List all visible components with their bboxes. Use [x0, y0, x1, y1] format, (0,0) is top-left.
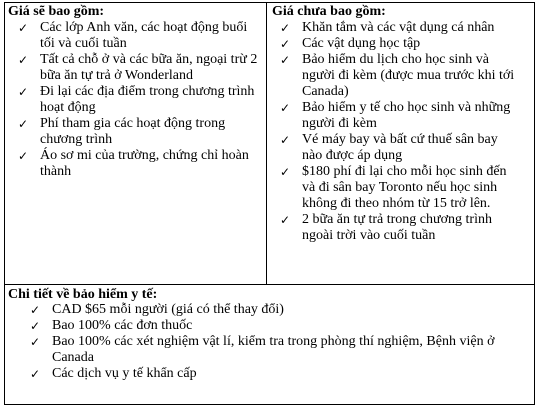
check-icon: ✓: [30, 319, 41, 333]
list-item: ✓ Các lớp Anh văn, các hoạt động buổi tối và cuối tuần: [18, 20, 248, 51]
list-item: ✓ Bảo hiểm du lịch cho học sinh và người đi kèm (được mua trước khi tới Canada): [280, 52, 515, 99]
list-item: ✓ 2 bữa ăn tự trả trong chương trình ngoài trời vào cuối tuần: [280, 212, 492, 243]
included-heading: Giá sẽ bao gồm:: [8, 4, 105, 19]
check-icon: ✓: [280, 101, 291, 115]
list-item: ✓ Tất cả chỗ ở và các bữa ăn, ngoại trừ 2 bữa ăn tự trả ở Wonderland: [18, 52, 258, 83]
check-icon: ✓: [18, 149, 29, 163]
check-icon: ✓: [280, 213, 291, 227]
list-item: ✓ Áo sơ mi của trường, chứng chỉ hoàn thành: [18, 148, 249, 179]
check-icon: ✓: [280, 133, 291, 147]
column-divider: [266, 2, 267, 285]
check-icon: ✓: [30, 303, 41, 317]
not-included-heading: Giá chưa bao gồm:: [272, 4, 386, 19]
list-item: ✓ Khăn tắm và các vật dụng cá nhân: [280, 20, 495, 35]
not-included-list: [280, 20, 520, 244]
check-icon: ✓: [280, 53, 291, 67]
list-item: ✓ CAD $65 mỗi người (giá có thể thay đổi): [30, 302, 284, 317]
list-item: ✓ Vé máy bay và bất cứ thuế sân bay nào được áp dụng: [280, 132, 498, 163]
list-item: ✓ $180 phí đi lại cho mỗi học sinh đến và đi sân bay Toronto nếu học sinh không đi theo nhóm từ 15 trở lên.: [280, 164, 507, 211]
insurance-heading: Chi tiết về bảo hiểm y tế:: [8, 287, 158, 302]
check-icon: ✓: [30, 367, 41, 381]
check-icon: ✓: [280, 165, 291, 179]
check-icon: ✓: [280, 37, 291, 51]
check-icon: ✓: [280, 21, 291, 35]
list-item: ✓ Đi lại các địa điểm trong chương trình hoạt động: [18, 84, 255, 115]
list-item: ✓ Phí tham gia các hoạt động trong chương trình: [18, 116, 226, 147]
list-item: ✓ Các vật dụng học tập: [280, 36, 421, 51]
list-item: ✓ Bao 100% các xét nghiệm vật lí, kiểm tra trong phòng thí nghiệm, Bệnh viện ở Canada: [30, 334, 495, 365]
check-icon: ✓: [18, 117, 29, 131]
check-icon: ✓: [30, 335, 41, 349]
insurance-list: [30, 302, 520, 382]
included-list: [18, 20, 262, 180]
check-icon: ✓: [18, 53, 29, 67]
check-icon: ✓: [18, 21, 29, 35]
list-item: ✓ Bao 100% các đơn thuốc: [30, 318, 193, 333]
check-icon: ✓: [18, 85, 29, 99]
list-item: ✓ Các dịch vụ y tế khẩn cấp: [30, 366, 197, 381]
list-item: ✓ Bảo hiểm y tế cho học sinh và những người đi kèm: [280, 100, 511, 131]
row-divider: [4, 284, 534, 285]
